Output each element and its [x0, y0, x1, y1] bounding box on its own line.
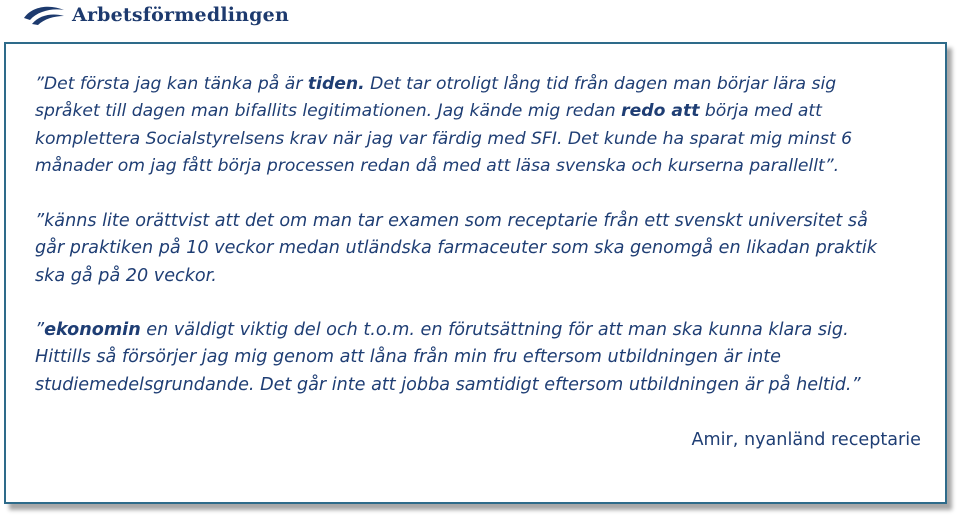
- quote-paragraph-time: [35, 71, 852, 180]
- quote-paragraph-economy: [35, 317, 861, 399]
- brand-logo: [22, 2, 289, 28]
- quote-text: komplettera Socialstyrelsens krav när jag var färdig med SFI. Det kunde ha sparat mig minst 6: [35, 128, 853, 149]
- quote-paragraph-practice: [35, 208, 877, 290]
- emphasis-ready: redo att: [621, 101, 700, 122]
- arbetsformedlingen-swoosh-icon: [22, 4, 66, 26]
- quote-text: ”Det första jag kan tänka på är: [35, 74, 308, 94]
- emphasis-economy: ekonomin: [44, 320, 141, 340]
- quote-text: månader om jag fått börja processen redan då med att läsa svenska och kurserna parallellt”.: [35, 155, 840, 176]
- quote-text: ”: [35, 320, 45, 340]
- quote-text: språket till dagen man bifallits legitimationen. Jag kände mig redan: [35, 101, 622, 122]
- quote-box: [4, 42, 947, 504]
- quote-signature: Amir, nyanländ receptarie: [691, 430, 921, 450]
- quote-text: Hittills så försörjer jag mig genom att låna från min fru eftersom utbildningen är inte: [35, 347, 781, 368]
- quote-text: Det tar otroligt lång tid från dagen man börjar lära sig: [364, 74, 837, 94]
- quote-text: går praktiken på 10 veckor medan utländska farmaceuter som ska genomgå en likadan praktik: [35, 238, 877, 259]
- quote-text: ska gå på 20 veckor.: [35, 265, 217, 286]
- quote-text: ”känns lite orättvist att det om man tar examen som receptarie från ett svenskt universitet så: [35, 211, 868, 231]
- logo-text: Arbetsförmedlingen: [72, 4, 289, 26]
- quote-text: en väldigt viktig del och t.o.m. en förutsättning för att man ska kunna klara sig.: [140, 320, 849, 340]
- quote-text: studiemedelsgrundande. Det går inte att jobba samtidigt eftersom utbildningen är på heltid.”: [35, 374, 861, 395]
- quote-text: börja med att: [699, 101, 822, 122]
- emphasis-time: tiden.: [307, 74, 365, 94]
